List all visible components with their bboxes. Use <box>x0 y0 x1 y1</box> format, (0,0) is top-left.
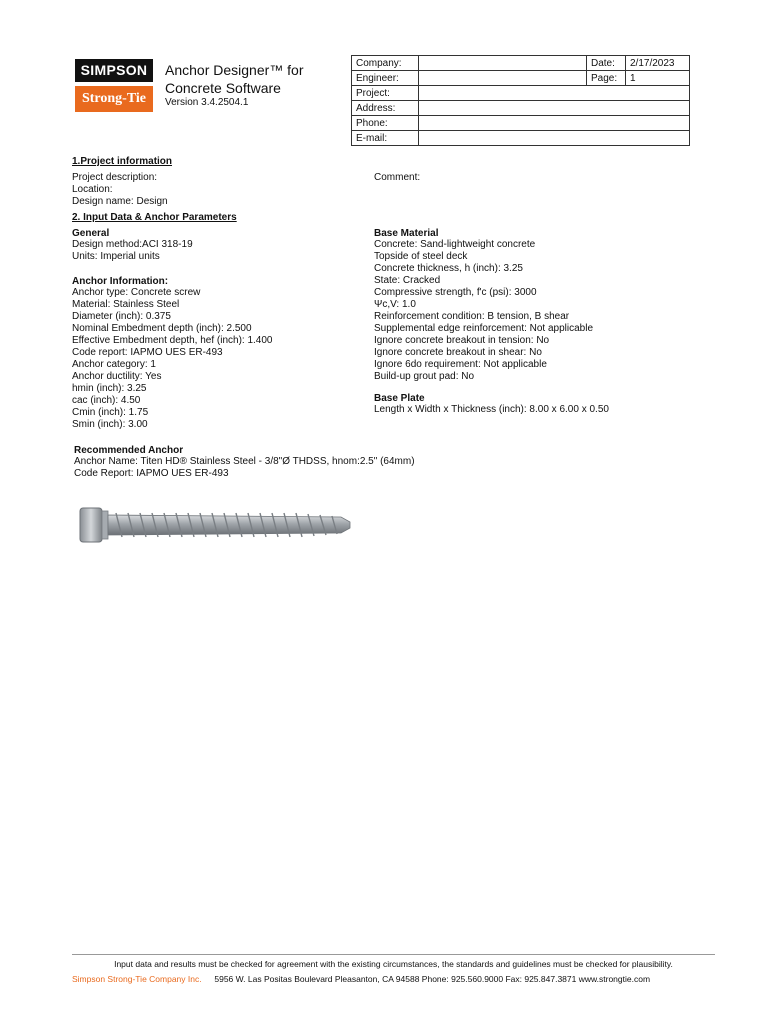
base-plate-title: Base Plate <box>374 393 425 404</box>
recommended-anchor-block <box>74 445 415 480</box>
footer-contact <box>72 974 650 984</box>
email-label: E-mail: <box>352 131 419 146</box>
list-item: Ignore 6do requirement: Not applicable <box>374 359 547 370</box>
app-title: Anchor Designer™ for Concrete Software <box>165 62 304 96</box>
table-row <box>352 116 690 131</box>
base-material-block <box>374 228 593 383</box>
general-block <box>72 228 193 263</box>
company-label: Company: <box>352 56 419 71</box>
project-description: Project description: <box>72 172 158 183</box>
footer-company: Simpson Strong-Tie Company Inc. <box>72 974 202 984</box>
footer-divider <box>72 954 715 955</box>
project-label: Project: <box>352 86 419 101</box>
project-information-left <box>72 172 168 208</box>
design-name: Design name: Design <box>72 196 168 207</box>
phone-value <box>419 116 690 131</box>
page-value: 1 <box>626 71 690 86</box>
project-info-table <box>351 55 690 146</box>
footer-disclaimer: Input data and results must be checked for agreement with the existing circumstances, the standards and guidelines must be checked for plausibility. <box>114 959 673 969</box>
list-item: Ignore concrete breakout in tension: No <box>374 335 550 346</box>
date-value: 2/17/2023 <box>626 56 690 71</box>
list-item: Anchor category: 1 <box>72 359 156 370</box>
list-item: Design method:ACI 318-19 <box>72 239 193 250</box>
table-row <box>352 71 690 86</box>
section-input-data-title: 2. Input Data & Anchor Parameters <box>72 212 237 223</box>
list-item: cac (inch): 4.50 <box>72 395 141 406</box>
table-row <box>352 101 690 116</box>
list-item: Code report: IAPMO UES ER-493 <box>72 347 223 358</box>
table-row <box>352 131 690 146</box>
anchor-information-block <box>72 276 273 431</box>
recommended-anchor-title: Recommended Anchor <box>74 445 184 456</box>
anchor-name: Anchor Name: Titen HD® Stainless Steel - 3/8"Ø THDSS, hnom:2.5" (64mm) <box>74 456 415 467</box>
location: Location: <box>72 184 113 195</box>
anchor-information-title: Anchor Information: <box>72 276 169 287</box>
list-item: Build-up grout pad: No <box>374 371 475 382</box>
engineer-value <box>419 71 587 86</box>
list-item: Ψc,V: 1.0 <box>374 299 416 310</box>
base-material-title: Base Material <box>374 228 439 239</box>
list-item: Length x Width x Thickness (inch): 8.00 x 6.00 x 0.50 <box>374 404 609 415</box>
table-row <box>352 86 690 101</box>
list-item: Reinforcement condition: B tension, B shear <box>374 311 570 322</box>
logo-strongtie-text: Strong-Tie <box>75 86 153 112</box>
list-item: Smin (inch): 3.00 <box>72 419 148 430</box>
project-value <box>419 86 690 101</box>
logo-simpson-text: SIMPSON <box>75 59 153 82</box>
list-item: Concrete: Sand-lightweight concrete <box>374 239 536 250</box>
list-item: State: Cracked <box>374 275 441 286</box>
anchor-screw-image <box>76 504 354 546</box>
list-item: Anchor ductility: Yes <box>72 371 162 382</box>
section-project-information-title: 1.Project information <box>72 156 173 167</box>
address-value <box>419 101 690 116</box>
list-item: Compressive strength, f'c (psi): 3000 <box>374 287 537 298</box>
list-item: Ignore concrete breakout in shear: No <box>374 347 542 358</box>
date-label: Date: <box>587 56 626 71</box>
general-title: General <box>72 228 110 239</box>
list-item: Diameter (inch): 0.375 <box>72 311 171 322</box>
list-item: Effective Embedment depth, hef (inch): 1.400 <box>72 335 273 346</box>
phone-label: Phone: <box>352 116 419 131</box>
base-plate-block <box>374 393 609 416</box>
engineer-label: Engineer: <box>352 71 419 86</box>
list-item: Supplemental edge reinforcement: Not applicable <box>374 323 594 334</box>
footer-address: 5956 W. Las Positas Boulevard Pleasanton, CA 94588 Phone: 925.560.9000 Fax: 925.847.3871 www.strongtie.com <box>214 974 651 984</box>
simpson-strong-tie-logo <box>75 59 153 113</box>
app-version: Version 3.4.2504.1 <box>165 97 249 108</box>
list-item: Material: Stainless Steel <box>72 299 180 310</box>
list-item: Concrete thickness, h (inch): 3.25 <box>374 263 523 274</box>
page-label: Page: <box>587 71 626 86</box>
comment: Comment: <box>374 172 421 183</box>
address-label: Address: <box>352 101 419 116</box>
list-item: Anchor type: Concrete screw <box>72 287 201 298</box>
list-item: hmin (inch): 3.25 <box>72 383 147 394</box>
email-value <box>419 131 690 146</box>
table-row <box>352 56 690 71</box>
list-item: Units: Imperial units <box>72 251 160 262</box>
list-item: Cmin (inch): 1.75 <box>72 407 149 418</box>
company-value <box>419 56 587 71</box>
code-report: Code Report: IAPMO UES ER-493 <box>74 468 229 479</box>
list-item: Topside of steel deck <box>374 251 468 262</box>
list-item: Nominal Embedment depth (inch): 2.500 <box>72 323 252 334</box>
